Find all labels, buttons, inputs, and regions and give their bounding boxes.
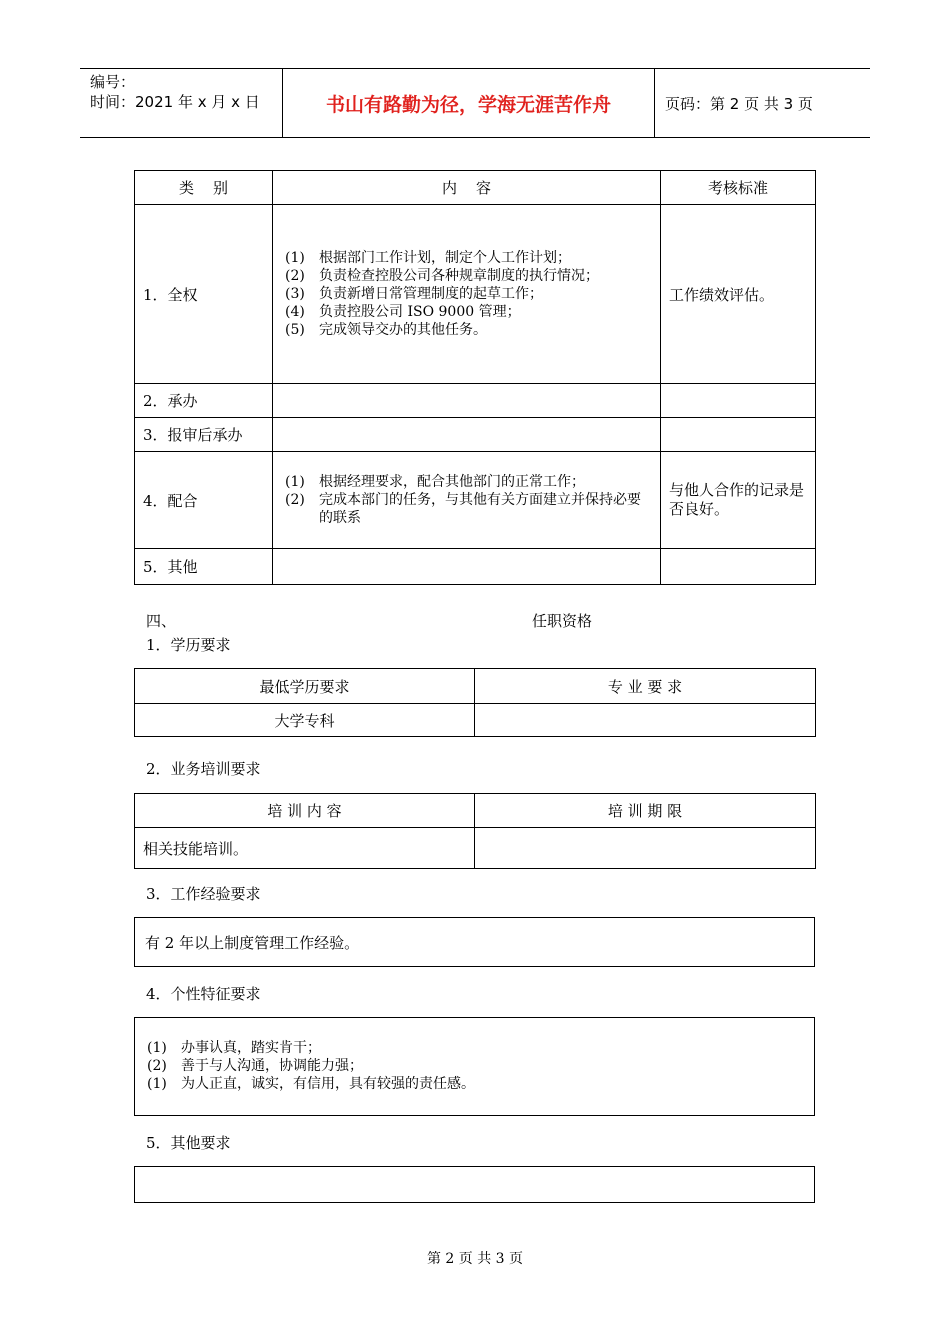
col-header-major: 专 业 要 求: [475, 669, 816, 704]
col-header-training-content: 培 训 内 容: [135, 794, 475, 828]
experience-value: 有 2 年以上制度管理工作经验。: [145, 933, 360, 952]
list-item: (2) 负责检查控股公司各种规章制度的执行情况；: [285, 268, 599, 284]
list-item: (1) 办事认真，踏实肯干；: [147, 1040, 321, 1056]
row-category: 4．配合: [135, 452, 273, 549]
table-row: [135, 205, 816, 384]
education-heading: 1．学历要求: [146, 636, 231, 654]
education-value: 大学专科: [135, 704, 475, 737]
col-header-standard: 考核标准: [661, 171, 816, 205]
table-row: [135, 452, 816, 549]
table-row: [135, 384, 816, 418]
table-row: [135, 828, 816, 869]
list-item: (1) 为人正直，诚实，有信用，具有较强的责任感。: [147, 1076, 475, 1092]
list-item: (5) 完成领导交办的其他任务。: [285, 322, 487, 338]
list-item: (2) 完成本部门的任务，与其他有关方面建立并保持必要的联系: [285, 492, 641, 526]
table-row: [135, 704, 816, 737]
row-standard: [661, 418, 816, 452]
row-category: 3．报审后承办: [135, 418, 273, 452]
time-label: 时间：2021 年 x 月 x 日: [90, 93, 260, 111]
number-label: 编号：: [90, 73, 136, 91]
table-row: [135, 418, 816, 452]
list-item: (3) 负责新增日常管理制度的起草工作；: [285, 286, 543, 302]
row-category: 1．全权: [135, 205, 273, 384]
table-header-row: [135, 669, 816, 704]
table-header-row: [135, 794, 816, 828]
training-table: [134, 793, 816, 869]
major-value: [475, 704, 816, 737]
row-content: [273, 549, 661, 585]
personality-box: [134, 1017, 815, 1116]
other-box: [134, 1166, 815, 1203]
row-content: [273, 452, 661, 549]
experience-box: [134, 917, 815, 967]
page-header: [80, 68, 870, 138]
training-period-value: [475, 828, 816, 869]
col-header-training-period: 培 训 期 限: [475, 794, 816, 828]
header-meta: [80, 69, 283, 137]
page-footer: 第 2 页 共 3 页: [426, 1251, 524, 1267]
header-motto: 书山有路勤为径，学海无涯苦作舟: [283, 69, 655, 137]
section-title: 任职资格: [532, 612, 593, 630]
list-item: (1) 根据经理要求，配合其他部门的正常工作；: [285, 474, 585, 490]
education-table: [134, 668, 816, 737]
experience-heading: 3．工作经验要求: [146, 885, 261, 903]
training-heading: 2．业务培训要求: [146, 760, 261, 778]
row-content: [273, 384, 661, 418]
personality-heading: 4．个性特征要求: [146, 985, 261, 1003]
col-header-education: 最低学历要求: [135, 669, 475, 704]
row-content: [273, 205, 661, 384]
list-item: (1) 根据部门工作计划，制定个人工作计划；: [285, 250, 571, 266]
col-header-category: 类 别: [135, 171, 273, 205]
list-item: (4) 负责控股公司 ISO 9000 管理；: [285, 304, 521, 320]
table-header-row: [135, 171, 816, 205]
row-category: 2．承办: [135, 384, 273, 418]
other-heading: 5．其他要求: [146, 1134, 231, 1152]
row-standard: 工作绩效评估。: [661, 205, 816, 384]
duty-table: [134, 170, 816, 585]
table-row: [135, 549, 816, 585]
list-item: (2) 善于与人沟通，协调能力强；: [147, 1058, 363, 1074]
row-category: 5．其他: [135, 549, 273, 585]
row-content: [273, 418, 661, 452]
training-content-value: 相关技能培训。: [135, 828, 475, 869]
row-standard: 与他人合作的记录是否良好。: [661, 452, 816, 549]
row-standard: [661, 549, 816, 585]
row-standard: [661, 384, 816, 418]
header-page-info: 页码：第 2 页 共 3 页: [665, 94, 813, 113]
col-header-content: 内 容: [273, 171, 661, 205]
section-number: 四、: [146, 612, 177, 630]
